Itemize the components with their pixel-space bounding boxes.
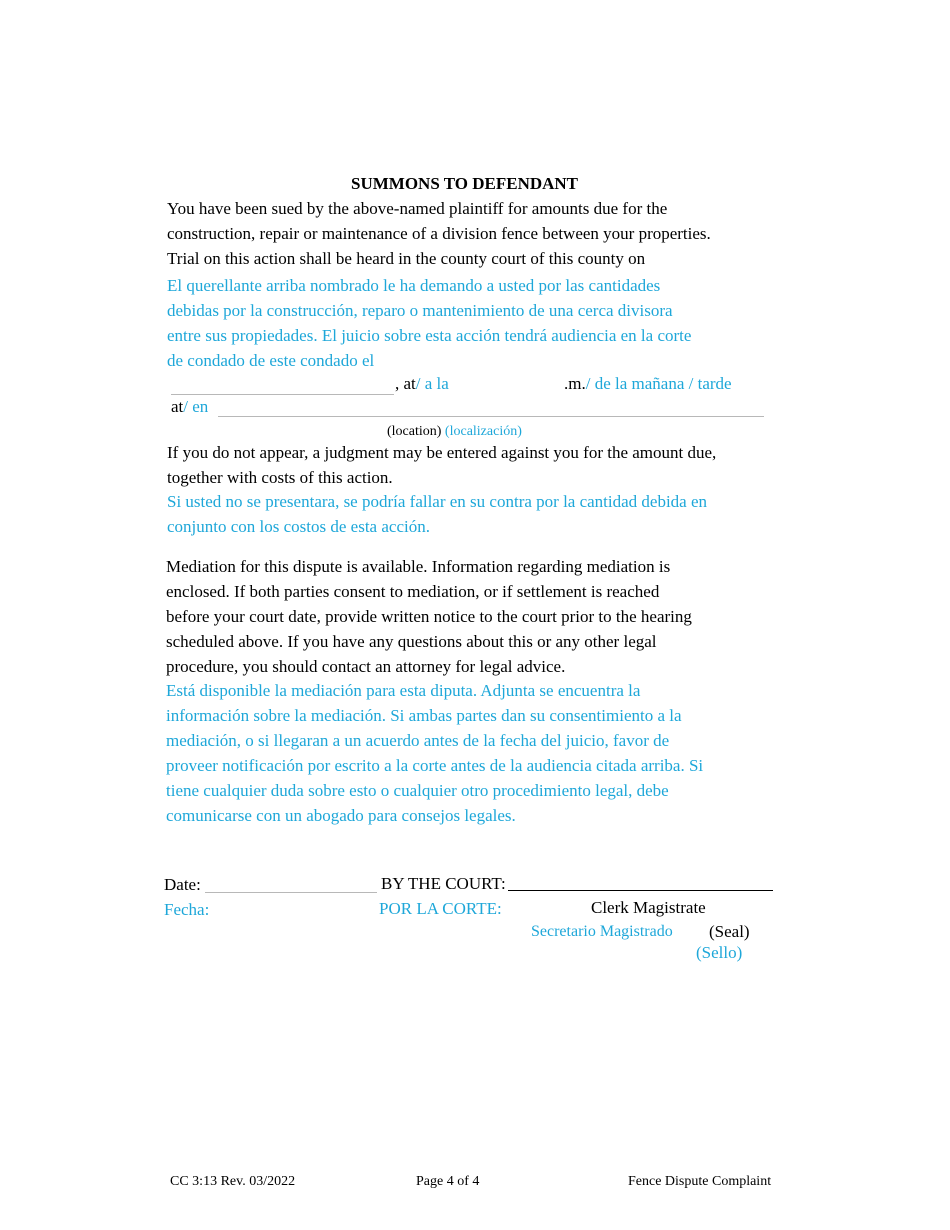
sello-label: (Sello) — [696, 943, 743, 962]
footer-form-id: CC 3:13 Rev. 03/2022 — [170, 1174, 296, 1189]
location-caption-es: (localización) — [444, 424, 522, 439]
mediation-paragraph-en — [166, 554, 766, 679]
clerk-magistrate-label: Clerk Magistrate — [591, 898, 706, 917]
not-appear-paragraph-en — [167, 440, 767, 490]
court-signature-line[interactable] — [508, 890, 773, 891]
date-label-en: Date: — [164, 875, 201, 894]
mediation-es-line: tiene cualquier duda sobre esto o cualquier otro procedimiento legal, debe — [166, 781, 669, 800]
meridiem-label-es: / de la mañana / tarde — [585, 374, 732, 393]
intro-es-line: El querellante arriba nombrado le ha demando a usted por las cantidades — [167, 276, 661, 295]
location-caption-en: (location) — [387, 424, 442, 439]
not-appear-es-line: Si usted no se presentara, se podría fallar en su contra por la cantidad debida en — [167, 492, 708, 511]
mediation-en-line: Mediation for this dispute is available. Information regarding mediation is — [166, 557, 671, 576]
footer-form-name: Fence Dispute Complaint — [628, 1174, 772, 1189]
mediation-en-line: scheduled above. If you have any questions about this or any other legal — [166, 632, 657, 651]
intro-paragraph-en — [167, 196, 767, 271]
not-appear-paragraph-es — [167, 489, 767, 539]
at-label-es: / a la — [415, 374, 449, 393]
mediation-es-line: comunicarse con un abogado para consejos legales. — [166, 806, 516, 825]
mediation-es-line: información sobre la mediación. Si ambas partes dan su consentimiento a la — [166, 706, 682, 725]
footer-page-number: Page 4 of 4 — [416, 1174, 480, 1189]
secretario-magistrado-label: Secretario Magistrado — [531, 923, 673, 940]
meridiem-label-en: .m. — [564, 374, 586, 393]
mediation-es-line: Está disponible la mediación para esta diputa. Adjunta se encuentra la — [166, 681, 641, 700]
intro-paragraph-es — [167, 273, 767, 373]
location-at-es: / en — [183, 397, 209, 416]
trial-time-field[interactable] — [453, 394, 563, 395]
mediation-en-line: procedure, you should contact an attorney for legal advice. — [166, 657, 566, 676]
trial-date-field[interactable] — [171, 394, 394, 395]
at-label-en: , at — [395, 374, 416, 393]
signature-date-field[interactable] — [205, 892, 377, 893]
not-appear-en-line: together with costs of this action. — [167, 468, 393, 487]
mediation-es-line: proveer notificación por escrito a la corte antes de la audiencia citada arriba. Si — [166, 756, 704, 775]
intro-en-line: Trial on this action shall be heard in the county court of this county on — [167, 249, 646, 268]
not-appear-es-line: conjunto con los costos de esta acción. — [167, 517, 430, 536]
date-label-es: Fecha: — [164, 900, 210, 919]
location-field[interactable] — [218, 416, 764, 417]
intro-es-line: debidas por la construcción, reparo o mantenimiento de una cerca divisora — [167, 301, 673, 320]
mediation-en-line: enclosed. If both parties consent to mediation, or if settlement is reached — [166, 582, 660, 601]
seal-label: (Seal) — [709, 922, 750, 941]
mediation-en-line: before your court date, provide written notice to the court prior to the hearing — [166, 607, 692, 626]
por-la-corte-label: POR LA CORTE: — [379, 899, 502, 918]
intro-en-line: construction, repair or maintenance of a division fence between your properties. — [167, 224, 711, 243]
location-at-en: at — [171, 397, 184, 416]
mediation-es-line: mediación, o si llegaran a un acuerdo antes de la fecha del juicio, favor de — [166, 731, 670, 750]
intro-es-line: de condado de este condado el — [167, 351, 375, 370]
intro-es-line: entre sus propiedades. El juicio sobre esta acción tendrá audiencia en la corte — [167, 326, 692, 345]
intro-en-line: You have been sued by the above-named plaintiff for amounts due for the — [167, 199, 668, 218]
not-appear-en-line: If you do not appear, a judgment may be entered against you for the amount due, — [167, 443, 717, 462]
mediation-paragraph-es — [166, 678, 766, 828]
by-the-court-label: BY THE COURT: — [381, 874, 506, 893]
page-title: SUMMONS TO DEFENDANT — [351, 174, 579, 193]
